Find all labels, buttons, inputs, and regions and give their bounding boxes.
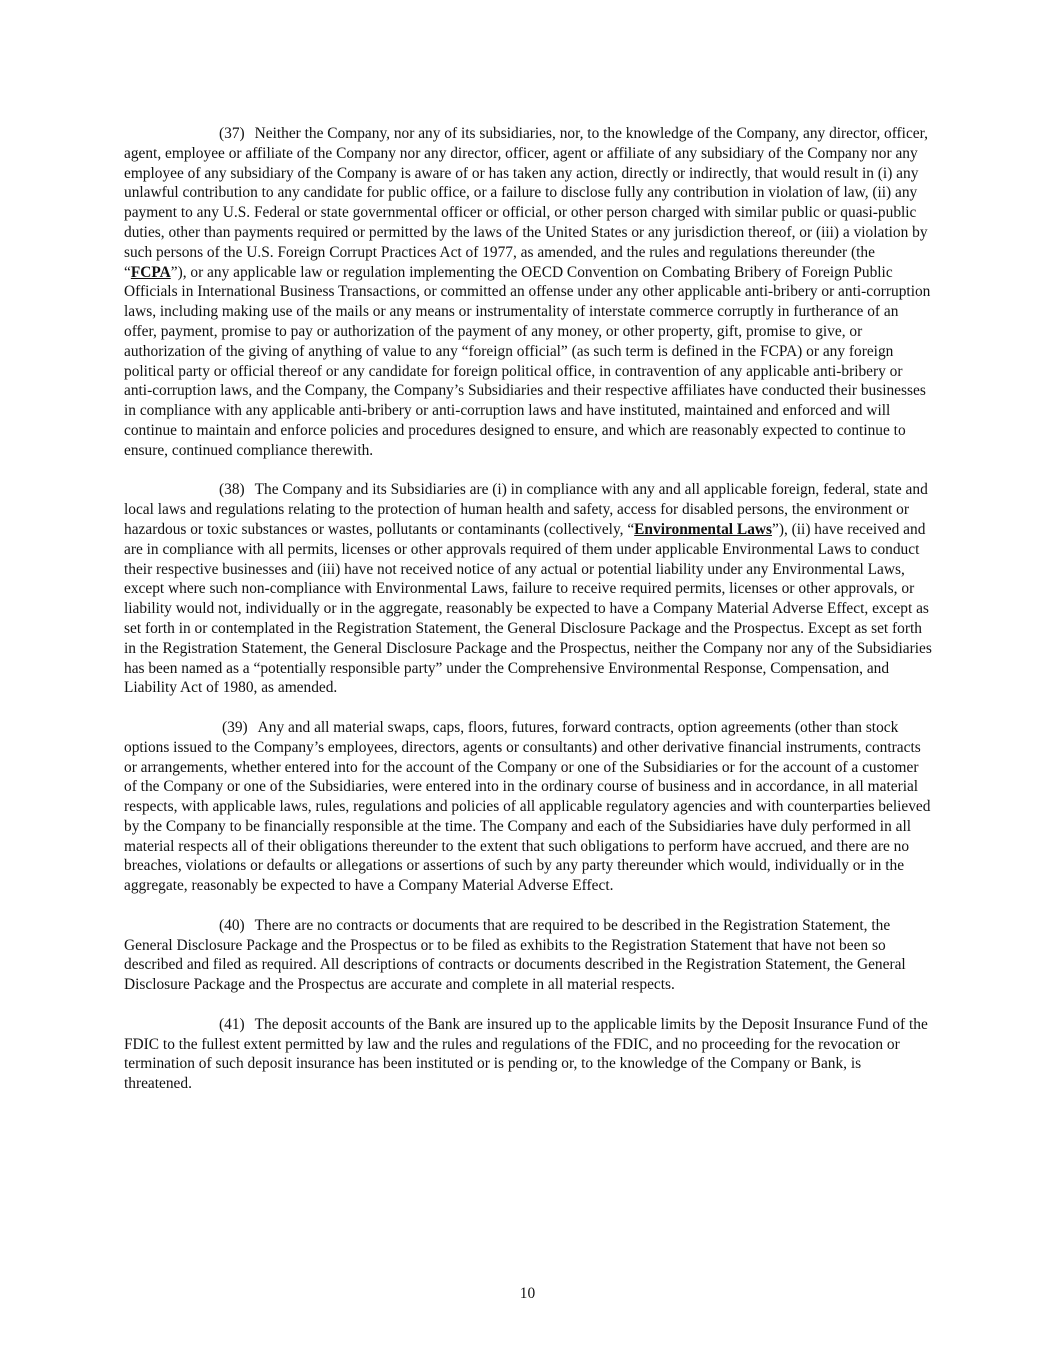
paragraph-text: ”), or any applicable law or regulation implementing the OECD Convention on Combating Bribery of Foreign Public Officials in International Business Transactions, or committed an offense under any other applicable anti-bribery or anti-corruption laws, including making use of the mails or any means or instrumentality of interstate commerce corruptly in furtherance of an offer, payment, promise to pay or authorization of the payment of any money, or other property, gift, promise to give, or authorization of the giving of anything of value to any “foreign official” (as such term is defined in the FCPA) or any foreign political party or official thereof or any candidate for foreign political office, in contravention of any applicable anti-bribery or anti-corruption laws, and the Company, the Company’s Subsidiaries and their respective affiliates have conducted their businesses in compliance with any applicable anti-bribery or anti-corruption laws and have instituted, maintained and enforced and will continue to maintain and enforce policies and procedures designed to ensure, and which are reasonably expected to continue to ensure, continued compliance therewith. — [124, 263, 931, 459]
paragraph-39 — [124, 718, 932, 896]
defined-term-fcpa: FCPA — [130, 263, 171, 281]
paragraph-number: (38) — [219, 481, 245, 499]
document-body — [124, 124, 932, 1114]
defined-term-environmental-laws: Environmental Laws — [634, 520, 772, 538]
page-number: 10 — [519, 1285, 536, 1302]
paragraph-38 — [124, 480, 932, 698]
paragraph-40 — [124, 916, 932, 995]
paragraph-text: The deposit accounts of the Bank are insured up to the applicable limits by the Deposit Insurance Fund of the FDIC to the fullest extent permitted by law and the rules and regulations of the FDIC, and no proceeding for the revocation or termination of such deposit insurance has been instituted or is pending or, to the knowledge of the Company or Bank, is threatened. — [124, 1015, 928, 1093]
paragraph-text: Neither the Company, nor any of its subsidiaries, nor, to the knowledge of the Company, any director, officer, agent, employee or affiliate of the Company nor any director, officer, agent or affiliate of any subsidiary of the Company nor any employee of any subsidiary of the Company is aware of or has taken any action, directly or indirectly, that would result in (i) any unlawful contribution to any candidate for public office, or a failure to disclose fully any contribution in violation of law, (ii) any payment to any U.S. Federal or state governmental officer or official, or other person charged with similar public or quasi-public duties, other than payments required or permitted by the laws of the United States or any jurisdiction thereof, or (iii) a violation by such persons of the U.S. Foreign Corrupt Practices Act of 1977, as amended, and the rules and regulations thereunder (the “ — [124, 125, 928, 281]
paragraph-text: There are no contracts or documents that are required to be described in the Registration Statement, the General Disclosure Package and the Prospectus or to be filed as exhibits to the Registration Statement that have not been so described and filed as required. All descriptions of contracts or documents described in the Registration Statement, the General Disclosure Package and the Prospectus are accurate and complete in all material respects. — [124, 916, 906, 994]
paragraph-number: (37) — [219, 125, 245, 142]
paragraph-text: Any and all material swaps, caps, floors, futures, forward contracts, option agreements (other than stock options issued to the Company’s employees, directors, agents or consultants) and other derivative financial instruments, contracts or arrangements, whether entered into for the account of the Company or one of the Subsidiaries or for the account of a customer of the Company or one of the Subsidiaries, were entered into in the ordinary course of business and in accordance, in all material respects, with applicable laws, rules, regulations and policies of all applicable regulatory agencies and with counterparties believed by the Company to be financially responsible at the time. The Company and each of the Subsidiaries have duly performed in all material respects all of their obligations thereunder to the extent that such obligations to perform have accrued, and there are no breaches, violations or defaults or allegations or assertions of such by any party thereunder which would, individually or in the aggregate, reasonably be expected to have a Company Material Adverse Effect. — [124, 718, 931, 895]
paragraph-41 — [124, 1015, 932, 1094]
paragraph-number: (40) — [219, 916, 245, 934]
paragraph-text: The Company and its Subsidiaries are (i) in compliance with any and all applicable foreign, federal, state and local laws and regulations relating to the protection of human health and safety, access for disabled persons, the environment or hazardous or toxic substances or wastes, pollutants or contaminants (collectively, “ — [124, 481, 928, 538]
paragraph-text: ”), (ii) have received and are in compliance with all permits, licenses or other approvals required of them under applicable Environmental Laws to conduct their respective businesses and (iii) have not received notice of any actual or potential liability under any Environmental Laws, except where such non-compliance with Environmental Laws, failure to receive required permits, licenses or other approvals, or liability would not, individually or in the aggregate, reasonably be expected to have a Company Material Adverse Effect, except as set forth in or contemplated in the Registration Statement, the General Disclosure Package and the Prospectus. Except as set forth in the Registration Statement, the General Disclosure Package and the Prospectus, neither the Company nor any of the Subsidiaries has been named as a “potentially responsible party” under the Comprehensive Environmental Response, Compensation, and Liability Act of 1980, as amended. — [124, 520, 932, 697]
paragraph-37 — [124, 124, 932, 461]
paragraph-number: (39) — [222, 718, 248, 736]
paragraph-number: (41) — [219, 1015, 245, 1033]
